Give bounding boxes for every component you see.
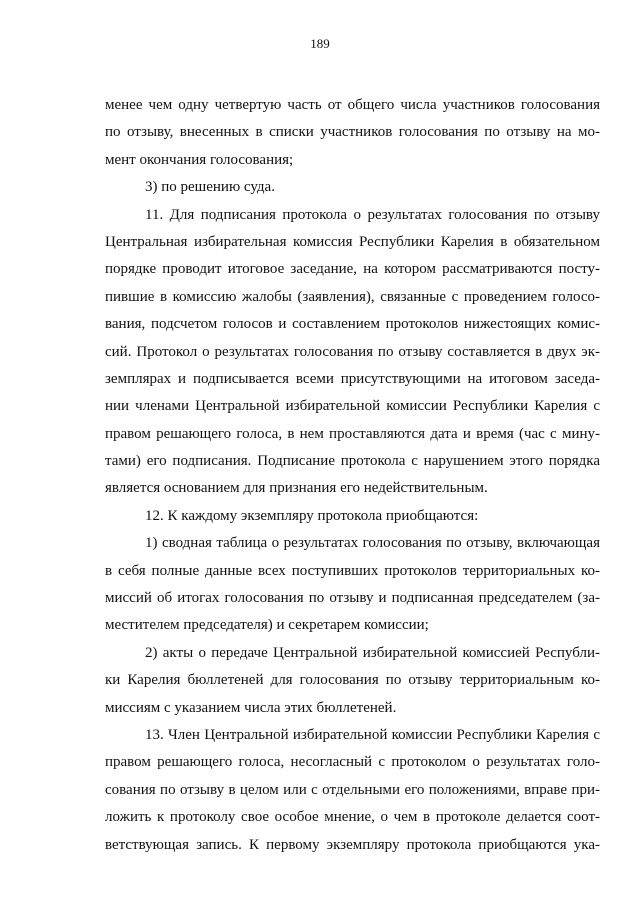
text-line: правом решающего голоса, в нем проставляются дата и время (час с мину-: [105, 425, 600, 442]
text-line: в себя полные данные всех поступивших протоколов территориальных ко-: [105, 562, 600, 579]
text-line: ки Карелия бюллетеней для голосования по отзыву территориальным ко-: [105, 672, 600, 689]
text-line: сий. Протокол о результатах голосования по отзыву составляется в двух эк-: [105, 343, 600, 360]
text-line: нии членами Центральной избирательной комиссии Республики Карелия с: [105, 398, 600, 415]
text-line: вания, подсчетом голосов и составлением протоколов нижестоящих комис-: [105, 316, 600, 333]
text-line: по отзыву, внесенных в списки участников голосования по отзыву на мо-: [105, 124, 600, 141]
text-line: ложить к протоколу свое особое мнение, о чем в протоколе делается соот-: [105, 809, 600, 826]
text-line: сования по отзыву в целом или с отдельными его положениями, вправе при-: [105, 781, 600, 798]
text-line: ветствующая запись. К первому экземпляру протокола приобщаются ука-: [105, 836, 600, 853]
text-line: мент окончания голосования;: [105, 151, 294, 168]
text-line: менее чем одну четвертую часть от общего числа участников голосования: [105, 97, 600, 113]
text-line: 1) сводная таблица о результатах голосования по отзыву, включающая: [145, 535, 600, 552]
page-number: 189: [310, 36, 330, 51]
text-line: 11. Для подписания протокола о результатах голосования по отзыву: [145, 206, 600, 223]
text-line: Центральная избирательная комиссия Республики Карелия в обязательном: [105, 233, 600, 250]
text-line: 13. Член Центральной избирательной комиссии Республики Карелия с: [145, 726, 600, 743]
text-line: земплярах и подписывается всеми присутствующими на итоговом заседа-: [105, 370, 600, 387]
body-text: [105, 92, 600, 859]
text-line: правом решающего голоса, несогласный с протоколом о результатах голо-: [105, 754, 600, 771]
text-line: 2) акты о передаче Центральной избирательной комиссией Республи-: [145, 644, 600, 661]
text-line: порядке проводит итоговое заседание, на котором рассматриваются посту-: [105, 261, 600, 278]
text-line: 12. К каждому экземпляру протокола приобщаются:: [145, 507, 479, 524]
text-line: является основанием для признания его недействительным.: [105, 480, 488, 497]
text-line: пившие в комиссию жалобы (заявления), связанные с проведением голосо-: [105, 288, 600, 305]
text-line: 3) по решению суда.: [145, 179, 275, 196]
text-line: миссий об итогах голосования по отзыву и подписанная председателем (за-: [105, 590, 600, 607]
text-line: миссиям с указанием числа этих бюллетеней.: [105, 699, 397, 716]
text-line: местителем председателя) и секретарем комиссии;: [105, 617, 429, 634]
text-line: тами) его подписания. Подписание протокола с нарушением этого порядка: [105, 453, 600, 470]
